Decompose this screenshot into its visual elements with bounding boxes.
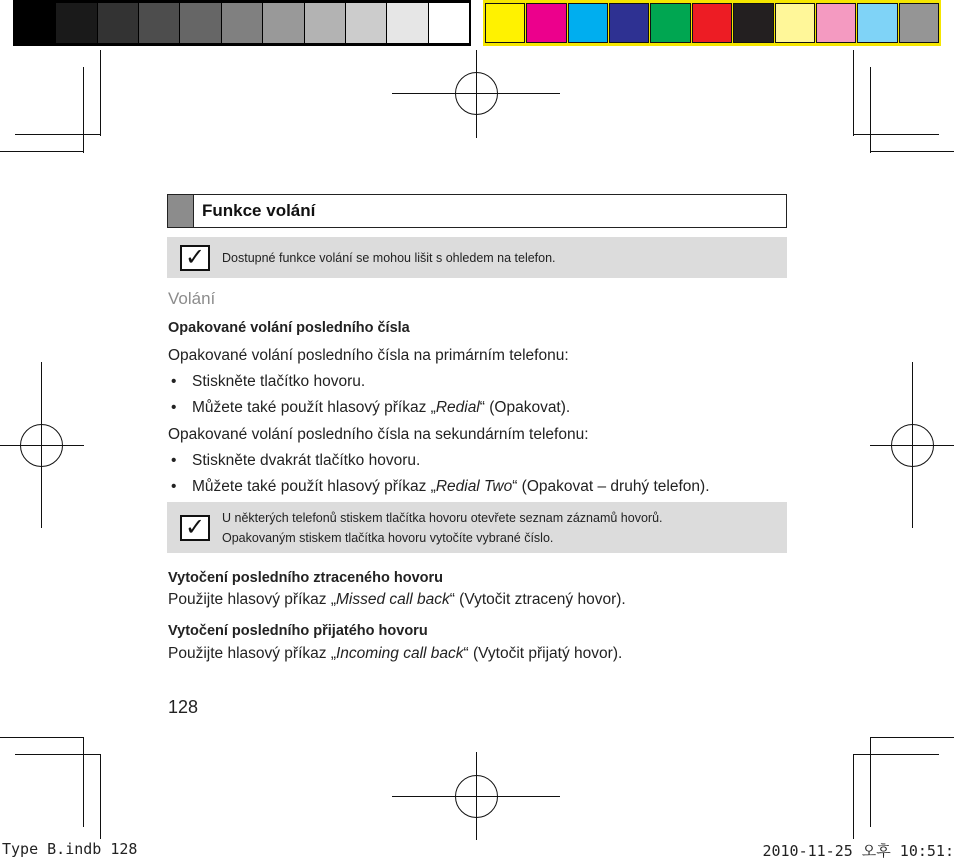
section-header-tab xyxy=(168,195,194,227)
list-item: Stiskněte tlačítko hovoru. xyxy=(192,373,366,390)
footer-file-info: Type B.indb 128 xyxy=(2,840,138,858)
color-swatch xyxy=(568,3,608,43)
grayscale-color-bar xyxy=(13,0,471,46)
color-swatch xyxy=(139,3,179,43)
color-swatch xyxy=(180,3,220,43)
crop-mark xyxy=(853,50,854,136)
crop-mark xyxy=(853,754,854,839)
crop-mark xyxy=(83,737,84,827)
color-swatch xyxy=(222,3,262,43)
color-swatch xyxy=(387,3,427,43)
topic-title: Vytočení posledního ztraceného hovoru xyxy=(168,570,443,586)
note-line: U některých telefonů stiskem tlačítka hovoru otevřete seznam záznamů hovorů. xyxy=(222,510,663,525)
process-color-bar xyxy=(483,0,941,46)
topic-title: Opakované volání posledního čísla xyxy=(168,320,410,336)
color-swatch xyxy=(650,3,690,43)
paragraph: Opakované volání posledního čísla na primárním telefonu: xyxy=(168,347,569,364)
color-swatch xyxy=(609,3,649,43)
bullet-icon: • xyxy=(171,452,177,469)
crop-mark xyxy=(15,134,101,135)
color-swatch xyxy=(263,3,303,43)
crop-mark xyxy=(0,151,84,152)
list-item: Můžete také použít hlasový příkaz „Redial Two“ (Opakovat – druhý telefon). xyxy=(192,478,710,495)
crop-mark xyxy=(100,754,101,839)
checkbox-note-icon: ✓ xyxy=(180,245,210,271)
list-item: Můžete také použít hlasový příkaz „Redial“ (Opakovat). xyxy=(192,399,571,416)
crop-mark xyxy=(870,151,954,152)
crop-mark xyxy=(100,50,101,136)
note-text xyxy=(222,508,663,548)
crop-mark xyxy=(870,67,871,153)
bullet-icon: • xyxy=(171,399,177,416)
color-swatch xyxy=(526,3,566,43)
paragraph: Použijte hlasový příkaz „Incoming call back“ (Vytočit přijatý hovor). xyxy=(168,645,623,662)
subsection-heading: Volání xyxy=(168,289,216,308)
color-swatch xyxy=(485,3,525,43)
color-swatch xyxy=(15,3,55,43)
crop-mark xyxy=(0,737,84,738)
section-title: Funkce volání xyxy=(202,201,316,220)
crop-mark xyxy=(853,754,939,755)
color-swatch xyxy=(816,3,856,43)
note-text: Dostupné funkce volání se mohou lišit s ohledem na telefon. xyxy=(222,250,556,265)
note-box xyxy=(167,237,787,278)
section-header xyxy=(167,194,787,228)
color-swatch xyxy=(305,3,345,43)
note-line: Opakovaným stiskem tlačítka hovoru vytočíte vybrané číslo. xyxy=(222,530,554,545)
color-swatch xyxy=(899,3,939,43)
color-swatch xyxy=(429,3,469,43)
bullet-icon: • xyxy=(171,478,177,495)
crop-mark xyxy=(870,737,871,827)
crop-mark xyxy=(83,67,84,153)
color-swatch xyxy=(346,3,386,43)
color-swatch xyxy=(857,3,897,43)
crop-mark xyxy=(15,754,101,755)
footer-timestamp: 2010-11-25 오후 10:51: xyxy=(762,842,954,860)
page-number: 128 xyxy=(168,697,199,717)
topic-title: Vytočení posledního přijatého hovoru xyxy=(168,623,428,639)
paragraph: Opakované volání posledního čísla na sekundárním telefonu: xyxy=(168,426,589,443)
color-swatch xyxy=(775,3,815,43)
color-swatch xyxy=(692,3,732,43)
bullet-icon: • xyxy=(171,373,177,390)
color-swatch xyxy=(733,3,773,43)
checkbox-note-icon: ✓ xyxy=(180,515,210,541)
paragraph: Použijte hlasový příkaz „Missed call back“ (Vytočit ztracený hovor). xyxy=(168,591,626,608)
note-box xyxy=(167,502,787,553)
crop-mark xyxy=(853,134,939,135)
crop-mark xyxy=(870,737,954,738)
list-item: Stiskněte dvakrát tlačítko hovoru. xyxy=(192,452,421,469)
color-swatch xyxy=(98,3,138,43)
color-swatch xyxy=(56,3,96,43)
